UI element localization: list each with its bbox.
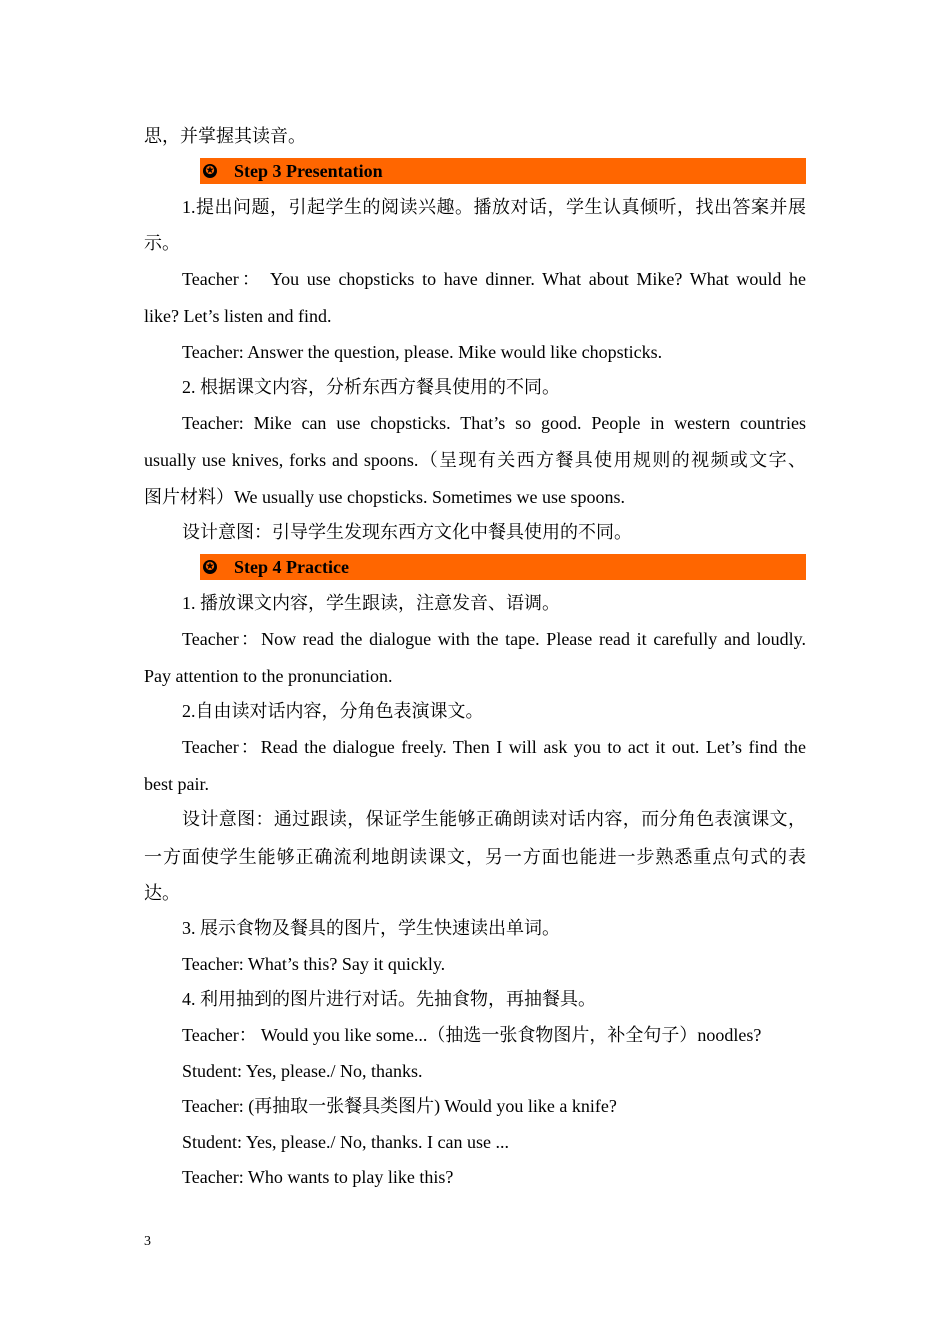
line-27: Student: Yes, please./ No, thanks. I can use ...: [182, 1132, 509, 1152]
line-05: like? Let’s listen and find.: [144, 306, 332, 326]
line-06: Teacher: Answer the question, please. Mike would like chopsticks.: [182, 342, 663, 362]
line-12: 1. 播放课文内容，学生跟读，注意发音、语调。: [182, 593, 560, 613]
line-07: 2. 根据课文内容，分析东西方餐具使用的不同。: [182, 377, 560, 397]
line-18: 设计意图：通过跟读，保证学生能够正确朗读对话内容，而分角色表演课文，: [182, 809, 806, 829]
step-4-header: [200, 554, 806, 580]
line-08: Teacher: Mike can use chopsticks. That’s so good. People in western countries: [182, 413, 806, 433]
line-09: usually use knives, forks and spoons.（呈现有关西方餐具使用规则的视频或文字、: [144, 450, 806, 470]
line-04: Teacher： You use chopsticks to have dinner. What about Mike? What would he: [182, 269, 806, 289]
line-25: Student: Yes, please./ No, thanks.: [182, 1061, 423, 1081]
line-10: 图片材料）We usually use chopsticks. Sometimes we use spoons.: [144, 487, 626, 507]
line-16: Teacher：Read the dialogue freely. Then I will ask you to act it out. Let’s find the: [182, 737, 806, 757]
line-24: Teacher： Would you like some...（抽选一张食物图片，补全句子）noodles?: [182, 1025, 762, 1045]
line-17: best pair.: [144, 774, 209, 794]
step-4-title: Step 4 Practice: [234, 556, 349, 577]
line-21: 3. 展示食物及餐具的图片，学生快速读出单词。: [182, 918, 560, 938]
circled-star-icon: ✪: [203, 164, 217, 178]
line-20: 达。: [144, 883, 180, 903]
circled-star-icon: ✪: [203, 560, 217, 574]
step-3-title: Step 3 Presentation: [234, 160, 383, 181]
line-23: 4. 利用抽到的图片进行对话。先抽食物，再抽餐具。: [182, 989, 596, 1009]
line-14: Pay attention to the pronunciation.: [144, 666, 393, 686]
line-02: 1.提出问题，引起学生的阅读兴趣。播放对话，学生认真倾听，找出答案并展: [182, 197, 806, 217]
line-28: Teacher: Who wants to play like this?: [182, 1167, 454, 1187]
line-19: 一方面使学生能够正确流利地朗读课文，另一方面也能进一步熟悉重点句式的表: [144, 847, 806, 867]
line-13: Teacher：Now read the dialogue with the tape. Please read it carefully and loudly.: [182, 629, 806, 649]
line-03: 示。: [144, 233, 180, 253]
page-number: 3: [144, 1234, 151, 1249]
line-11: 设计意图：引导学生发现东西方文化中餐具使用的不同。: [182, 522, 632, 542]
line-15: 2.自由读对话内容，分角色表演课文。: [182, 701, 484, 721]
step-3-header: [200, 158, 806, 184]
line-01: 思，并掌握其读音。: [144, 126, 306, 146]
line-22: Teacher: What’s this? Say it quickly.: [182, 954, 446, 974]
line-26: Teacher: (再抽取一张餐具类图片) Would you like a knife?: [182, 1096, 617, 1116]
